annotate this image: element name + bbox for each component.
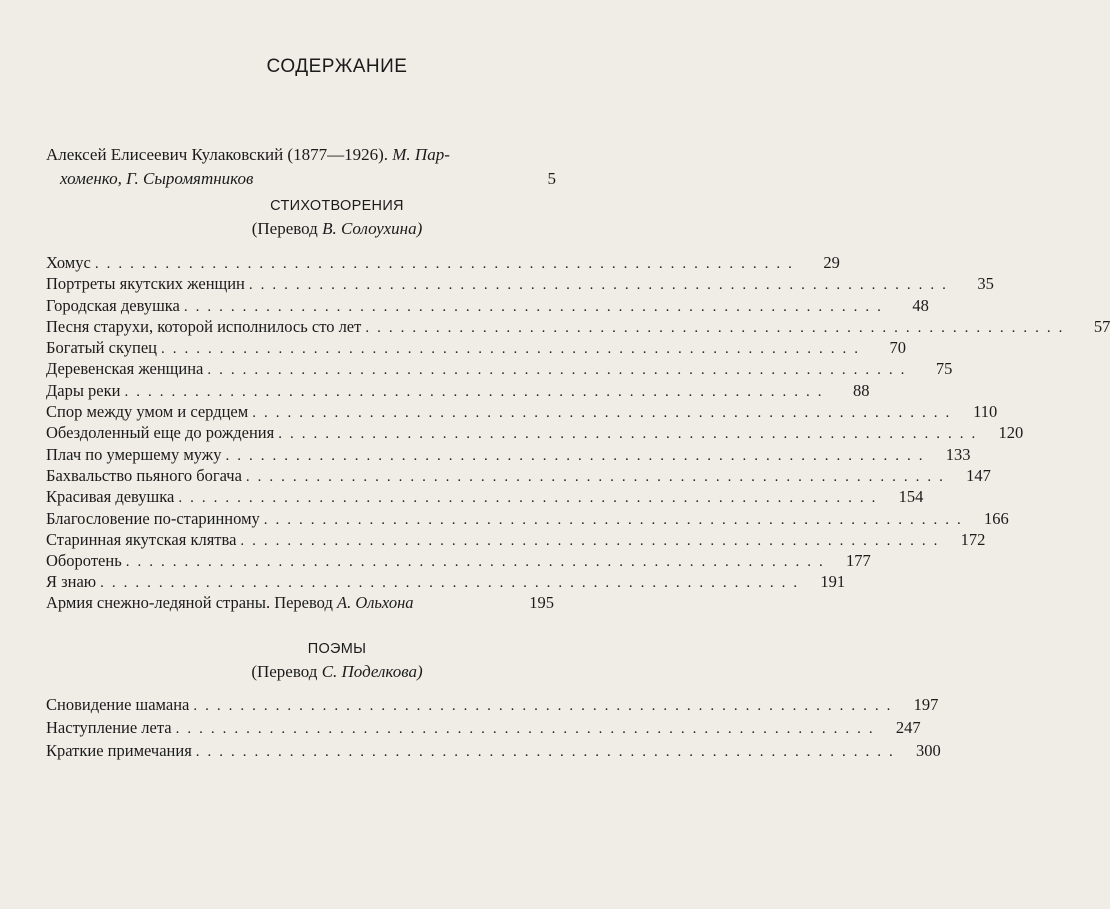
toc-row-leader-dots: ............................................................ xyxy=(248,277,954,294)
toc-row-translator: А. Ольхона xyxy=(336,593,414,612)
intro-entry-authors-start: М. Пар- xyxy=(392,145,450,164)
toc-row-page: 191 xyxy=(820,572,846,592)
toc-row-title: Оборотень xyxy=(46,551,122,571)
toc-row-title: Спор между умом и сердцем xyxy=(46,402,249,422)
toc-row-title: Хомус xyxy=(46,253,91,272)
toc-row-leader-dots: ............................................................ xyxy=(124,383,830,400)
toc-last-poem xyxy=(46,593,554,614)
toc-row-title xyxy=(46,593,514,613)
toc-row-leader-dots: ............................................................ xyxy=(94,256,800,272)
toc-row xyxy=(46,508,1009,530)
toc-row-title: Я знаю xyxy=(46,572,97,592)
toc-row-page: 195 xyxy=(529,593,554,612)
toc-row-leader-dots: ............................................................ xyxy=(195,744,901,760)
toc-row-title: Городская девушка xyxy=(46,295,180,315)
page-title: СОДЕРЖАНИЕ xyxy=(266,56,408,77)
toc-row-page: 29 xyxy=(823,253,840,272)
toc-row-page: 88 xyxy=(852,380,870,400)
toc-row-leader-dots: ............................................................ xyxy=(207,362,913,379)
toc-list-long-poems xyxy=(46,695,941,764)
toc-row-title: Сновидение шамана xyxy=(46,695,190,714)
toc-row-title: Плач по умершему мужу xyxy=(46,444,222,464)
toc-row-title: Благословение по-старинному xyxy=(46,508,260,528)
toc-row-title: Деревенская женщина xyxy=(46,359,204,379)
toc-row-title: Богатый скупец xyxy=(46,338,157,358)
toc-row-leader-dots: ............................................................ xyxy=(193,698,899,714)
toc-row-page: 172 xyxy=(960,529,986,549)
intro-entry-page: 5 xyxy=(547,169,556,188)
toc-row xyxy=(46,465,991,487)
section-translator-solouhin xyxy=(0,219,674,239)
toc-row-leader-dots: ............................................................ xyxy=(100,575,806,592)
toc-row xyxy=(46,593,554,614)
toc-row-page: 70 xyxy=(889,338,906,358)
toc-row xyxy=(46,359,953,380)
toc-row-page: 133 xyxy=(945,444,971,464)
toc-row-leader-dots: ............................................................ xyxy=(365,319,1071,336)
toc-row-leader-dots: ............................................................ xyxy=(278,426,984,443)
toc-row-title: Обездоленный еще до рождения xyxy=(46,423,275,443)
toc-row xyxy=(46,253,840,274)
toc-row-title: Наступление лета xyxy=(46,718,172,737)
toc-row-page: 48 xyxy=(912,295,929,315)
toc-row xyxy=(46,295,929,317)
toc-row xyxy=(46,423,1024,444)
section-heading-long-poems: ПОЭМЫ xyxy=(307,641,367,657)
section-translator-podelkov xyxy=(0,662,674,682)
toc-row-page: 57 xyxy=(1093,316,1110,336)
toc-row xyxy=(46,572,846,593)
toc-row xyxy=(46,274,994,295)
toc-row-leader-dots: ............................................................ xyxy=(225,447,931,464)
toc-row-leader-dots: ............................................................ xyxy=(240,532,946,549)
toc-row-title: Старинная якутская клятва xyxy=(46,529,237,549)
toc-row-leader-dots: ............................................................ xyxy=(252,405,958,422)
translator-name: С. Поделкова) xyxy=(321,662,423,681)
toc-row-title: Краткие примечания xyxy=(46,741,192,760)
toc-row-title: Бахвальство пьяного богача xyxy=(46,465,242,485)
toc-row xyxy=(46,402,998,423)
toc-row-page: 154 xyxy=(898,487,924,507)
toc-row-leader-dots: ............................................................ xyxy=(183,298,889,315)
section-heading-poems: СТИХОТВОРЕНИЯ xyxy=(270,198,404,214)
toc-row xyxy=(46,338,906,359)
toc-row-title: Дары реки xyxy=(46,380,121,400)
toc-row xyxy=(46,380,870,402)
translator-prefix: (Перевод xyxy=(251,219,318,238)
toc-row-page: 300 xyxy=(916,741,941,760)
intro-entry-authors-end: хоменко, Г. Сыромятников xyxy=(60,169,254,188)
toc-row-page: 120 xyxy=(998,423,1024,443)
toc-row-page: 110 xyxy=(973,402,998,422)
intro-entry xyxy=(46,143,556,191)
toc-row-title: Портреты якутских женщин xyxy=(46,274,245,294)
toc-row-leader-dots: ............................................................ xyxy=(263,511,969,528)
toc-row-page: 197 xyxy=(913,695,939,714)
toc-row-leader-dots: ............................................................ xyxy=(160,341,866,358)
toc-row xyxy=(46,487,924,508)
toc-row xyxy=(46,695,939,718)
toc-row xyxy=(46,718,921,741)
toc-row-page: 147 xyxy=(966,465,991,485)
toc-row-title-text: Армия снежно-ледяной страны. Перевод xyxy=(46,593,333,612)
toc-row-page: 35 xyxy=(977,274,994,294)
toc-row xyxy=(46,551,871,572)
toc-row xyxy=(46,529,986,551)
toc-row-page: 166 xyxy=(984,508,1009,528)
toc-row-page: 177 xyxy=(845,551,871,571)
toc-row-leader-dots: ............................................................ xyxy=(175,721,881,737)
toc-row-title: Песня старухи, которой исполнилось сто лет xyxy=(46,316,362,336)
toc-row-page: 247 xyxy=(895,718,921,737)
translator-prefix: (Перевод xyxy=(251,662,318,681)
toc-row-page: 75 xyxy=(935,359,953,379)
toc-row-leader-dots: ............................................................ xyxy=(245,468,951,485)
translator-name: В. Солоухина) xyxy=(322,219,423,238)
toc-row-title: Красивая девушка xyxy=(46,487,175,507)
toc-row xyxy=(46,444,971,466)
toc-row-leader-dots: ............................................................ xyxy=(125,554,831,571)
toc-row xyxy=(46,316,1110,338)
toc-row-leader-dots: ............................................................ xyxy=(178,490,884,507)
toc-row xyxy=(46,741,941,764)
toc-list-poems xyxy=(46,253,1110,594)
intro-entry-title: Алексей Елисеевич Кулаковский (1877—1926). xyxy=(46,145,389,164)
